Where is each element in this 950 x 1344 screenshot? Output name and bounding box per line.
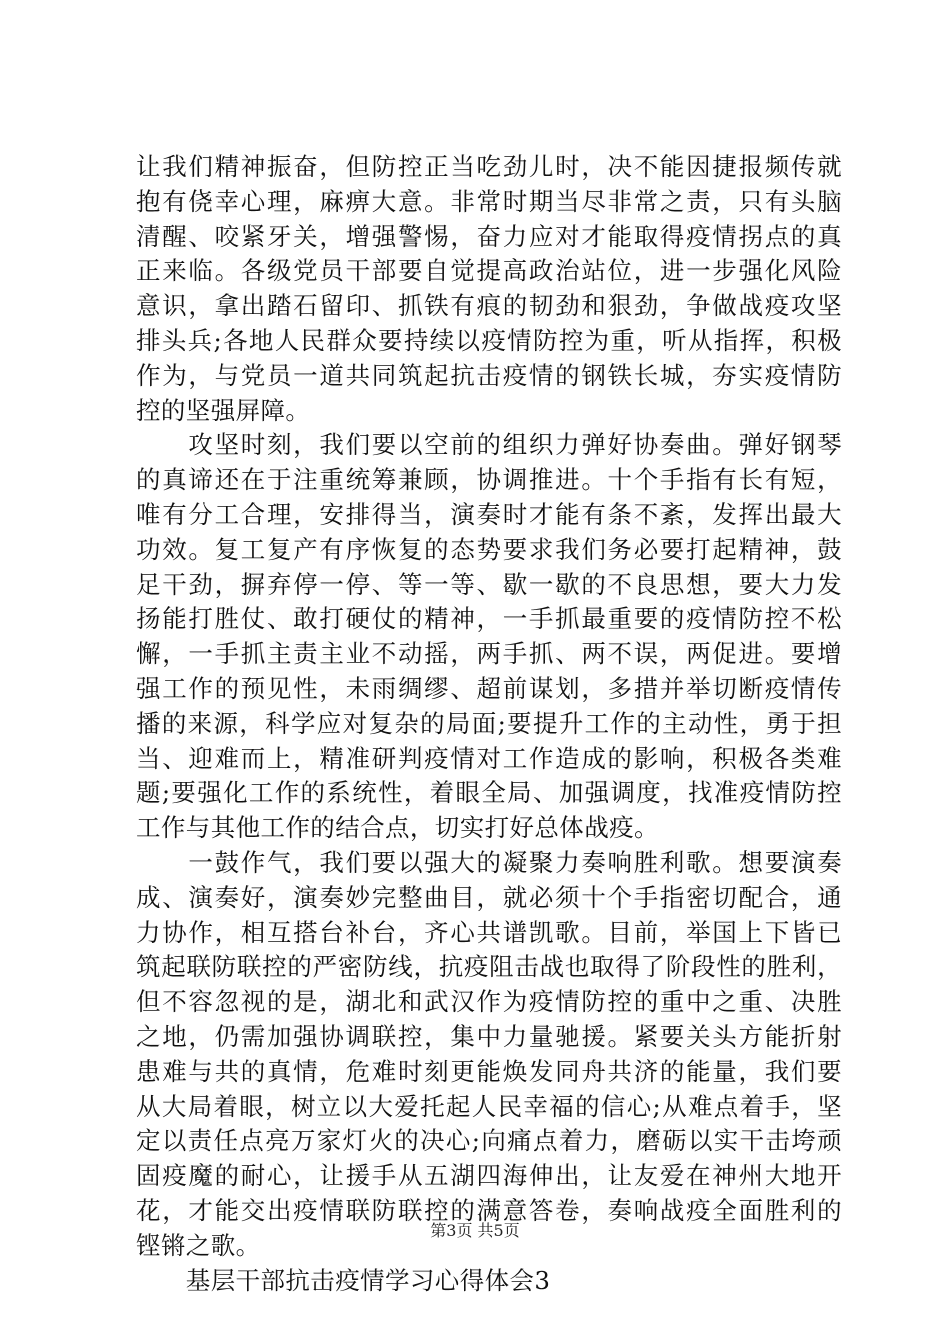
- text-line: 强工作的预见性，未雨绸缪、超前谋划，多措并举切断疫情传: [136, 673, 842, 703]
- text-line: 当、迎难而上，精准研判疫情对工作造成的影响，积极各类难: [136, 743, 842, 773]
- text-line: 筑起联防联控的严密防线，抗疫阻击战也取得了阶段性的胜利，: [136, 952, 842, 982]
- text-line: 之地，仍需加强协调联控，集中力量驰援。紧要关头方能折射: [136, 1021, 842, 1051]
- text-line: 播的来源，科学应对复杂的局面;要提升工作的主动性，勇于担: [136, 708, 842, 738]
- text-line: 正来临。各级党员干部要自觉提高政治站位，进一步强化风险: [136, 256, 842, 286]
- text-line: 固疫魔的耐心，让援手从五湖四海伸出，让友爱在神州大地开: [136, 1161, 842, 1191]
- text-line: 花，才能交出疫情联防联控的满意答卷，奏响战疫全面胜利的: [136, 1195, 842, 1225]
- page-number-footer: 第3页 共5页: [430, 1221, 520, 1240]
- text-line: 从大局着眼，树立以大爱托起人民幸福的信心;从难点着手，坚: [136, 1091, 842, 1121]
- text-line: 成、演奏好，演奏妙完整曲目，就必须十个手指密切配合，通: [136, 882, 842, 912]
- text-line: 患难与共的真情，危难时刻更能焕发同舟共济的能量，我们要: [136, 1056, 842, 1086]
- text-line: 抱有侥幸心理，麻痹大意。非常时期当尽非常之责，只有头脑: [136, 186, 842, 216]
- text-line: 让我们精神振奋，但防控正当吃劲儿时，决不能因捷报频传就: [136, 152, 842, 181]
- text-line: 足干劲，摒弃停一停、等一等、歇一歇的不良思想，要大力发: [136, 569, 842, 599]
- text-line: 题;要强化工作的系统性，着眼全局、加强调度，找准疫情防控: [136, 778, 842, 808]
- text-line: 懈，一手抓主责主业不动摇，两手抓、两不误，两促进。要增: [136, 639, 842, 669]
- text-line: 控的坚强屏障。: [136, 395, 311, 425]
- text-line: 排头兵;各地人民群众要持续以疫情防控为重，听从指挥，积极: [136, 325, 842, 355]
- text-line: 扬能打胜仗、敢打硬仗的精神，一手抓最重要的疫情防控不松: [136, 604, 842, 634]
- text-line: 唯有分工合理，安排得当，演奏时才能有条不紊，发挥出最大: [136, 499, 842, 529]
- text-line: 力协作，相互搭台补台，齐心共谱凯歌。目前，举国上下皆已: [136, 917, 842, 947]
- document-body: [136, 150, 842, 1298]
- section-heading: 基层干部抗击疫情学习心得体会3: [136, 1265, 551, 1295]
- text-line: 但不容忽视的是，湖北和武汉作为疫情防控的重中之重、决胜: [136, 987, 842, 1017]
- text-line: 功效。复工复产有序恢复的态势要求我们务必要打起精神，鼓: [136, 534, 842, 564]
- text-line: 一鼓作气，我们要以强大的凝聚力奏响胜利歌。想要演奏: [136, 847, 842, 877]
- text-line: 铿锵之歌。: [136, 1230, 261, 1260]
- text-line: 工作与其他工作的结合点，切实打好总体战疫。: [136, 813, 659, 843]
- text-line: 的真谛还在于注重统筹兼顾，协调推进。十个手指有长有短，: [136, 465, 842, 495]
- text-line: 清醒、咬紧牙关，增强警惕，奋力应对才能取得疫情拐点的真: [136, 221, 842, 251]
- text-line: 攻坚时刻，我们要以空前的组织力弹好协奏曲。弹好钢琴: [136, 430, 842, 460]
- text-line: 作为，与党员一道共同筑起抗击疫情的钢铁长城，夯实疫情防: [136, 360, 842, 390]
- text-line: 定以责任点亮万家灯火的决心;向痛点着力，磨砺以实干击垮顽: [136, 1126, 842, 1156]
- text-line: 意识，拿出踏石留印、抓铁有痕的韧劲和狠劲，争做战疫攻坚: [136, 291, 842, 321]
